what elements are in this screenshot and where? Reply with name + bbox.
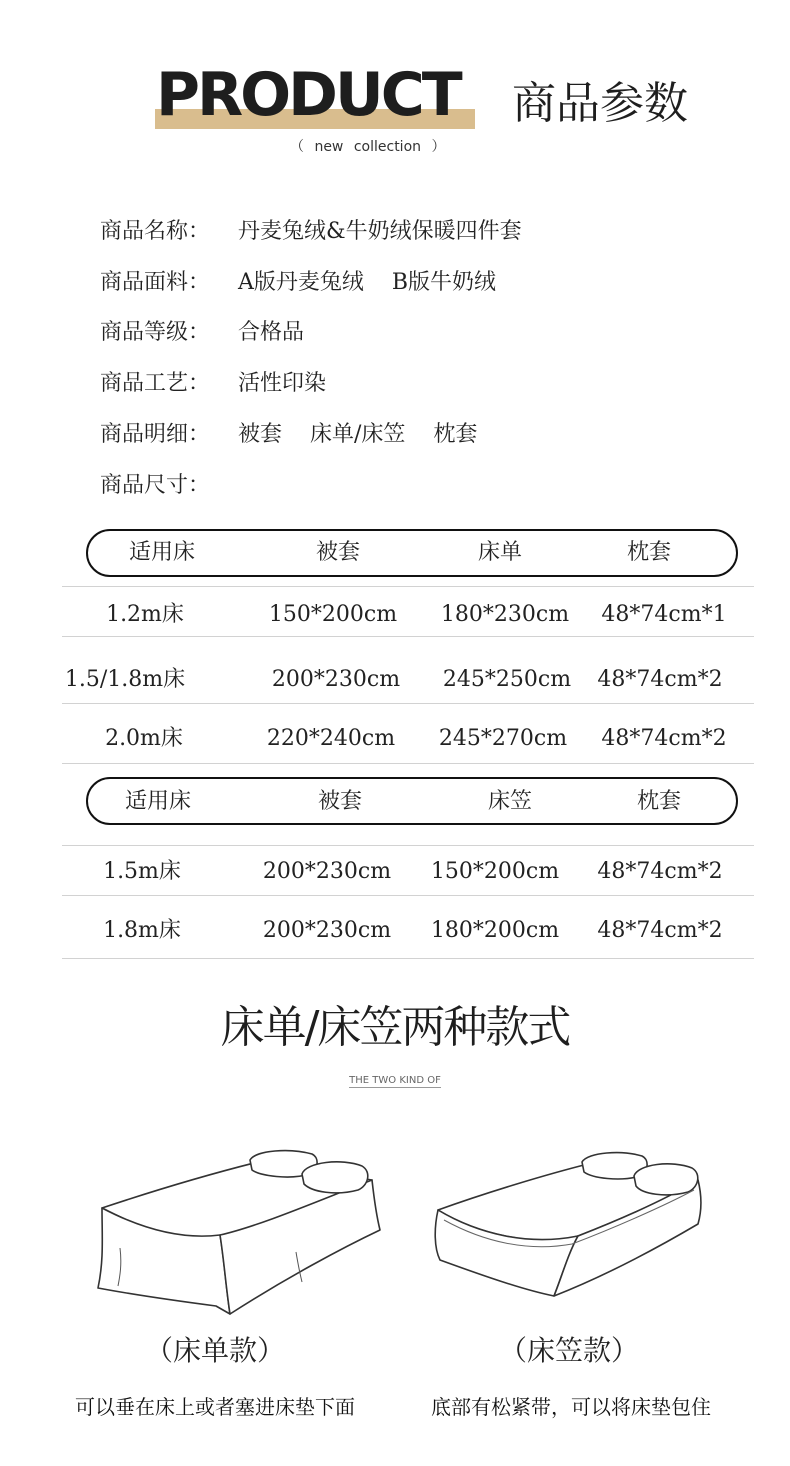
row-divider	[62, 958, 754, 959]
column-header: 被套	[317, 789, 363, 814]
table-header	[86, 777, 738, 825]
table-cell: 48*74cm*1	[601, 602, 727, 627]
types-subtitle	[0, 1075, 790, 1086]
column-header: 枕套	[626, 540, 672, 565]
spec-value: 合格品	[238, 320, 305, 345]
table-cell: 48*74cm*2	[597, 918, 723, 943]
row-divider	[62, 586, 754, 587]
fitted-sheet-caption: （床笠款）	[498, 1334, 639, 1367]
fitted-sheet-description: 底部有松紧带，可以将床垫包住	[431, 1395, 711, 1419]
row-divider	[62, 845, 754, 846]
column-header: 床笠	[487, 789, 533, 814]
spec-row	[100, 471, 238, 501]
table-cell: 220*240cm	[266, 726, 396, 751]
spec-label: 商品面料：	[100, 270, 211, 295]
table-cell: 48*74cm*2	[597, 667, 723, 692]
table-cell: 1.8m床	[103, 918, 181, 943]
table-cell: 1.5m床	[103, 859, 181, 884]
spec-value: 被套 床单/床笠 枕套	[238, 422, 478, 447]
spec-row	[100, 217, 522, 247]
spec-value: A版丹麦兔绒 B版牛奶绒	[238, 270, 497, 295]
title-cn: 商品参数	[512, 78, 688, 129]
column-header: 枕套	[636, 789, 682, 814]
table-cell: 1.5/1.8m床	[64, 667, 186, 692]
table-cell: 1.2m床	[106, 602, 184, 627]
spec-value: 活性印染	[238, 371, 327, 396]
row-divider	[62, 763, 754, 764]
row-divider	[62, 703, 754, 704]
table-cell: 48*74cm*2	[601, 726, 727, 751]
table-cell: 2.0m床	[105, 726, 183, 751]
table-cell: 245*250cm	[442, 667, 572, 692]
table-cell: 150*200cm	[268, 602, 398, 627]
title-en: PRODUCT	[156, 60, 460, 130]
spec-label: 商品名称：	[100, 219, 211, 244]
flat-sheet-bed-icon	[90, 1140, 390, 1320]
fitted-sheet-bed-icon	[428, 1148, 718, 1308]
column-header: 适用床	[128, 540, 196, 565]
flat-sheet-description: 可以垂在床上或者塞进床垫下面	[75, 1395, 355, 1419]
spec-label: 商品尺寸：	[100, 473, 211, 498]
types-title: 床单/床笠两种款式	[220, 1002, 570, 1053]
row-divider	[62, 636, 754, 637]
spec-label: 商品等级：	[100, 320, 211, 345]
table-cell: 200*230cm	[262, 918, 392, 943]
table-cell: 180*200cm	[430, 918, 560, 943]
spec-row	[100, 369, 326, 399]
spec-row	[100, 420, 477, 450]
table-cell: 48*74cm*2	[597, 859, 723, 884]
subtitle: （ new collection ）	[290, 139, 446, 155]
table-header	[86, 529, 738, 577]
flat-sheet-caption: （床单款）	[144, 1334, 285, 1367]
spec-value: 丹麦兔绒&牛奶绒保暖四件套	[238, 219, 522, 244]
table-cell: 200*230cm	[262, 859, 392, 884]
table-cell: 150*200cm	[430, 859, 560, 884]
row-divider	[62, 895, 754, 896]
spec-label: 商品明细：	[100, 422, 211, 447]
column-header: 适用床	[124, 789, 192, 814]
spec-label: 商品工艺：	[100, 371, 211, 396]
table-cell: 245*270cm	[438, 726, 568, 751]
table-cell: 200*230cm	[271, 667, 401, 692]
column-header: 被套	[315, 540, 361, 565]
types-subtitle-text: THE TWO KIND OF	[349, 1075, 441, 1086]
spec-row	[100, 268, 496, 298]
column-header: 床单	[477, 540, 523, 565]
spec-row	[100, 318, 304, 348]
table-cell: 180*230cm	[440, 602, 570, 627]
